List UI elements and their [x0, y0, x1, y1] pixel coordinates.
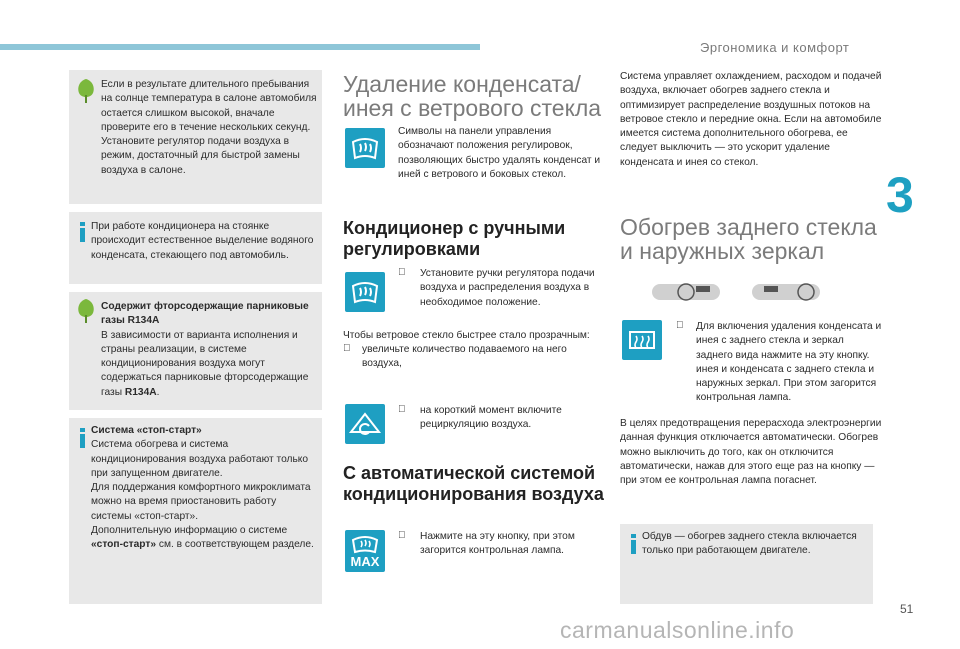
note-stop-start: [69, 418, 322, 604]
bullet-marker: [343, 343, 351, 354]
windscreen-defrost-icon: [345, 128, 385, 168]
speed-step: увеличьте количество подаваемого на него воздуха,: [362, 344, 567, 370]
bullet-marker: [398, 530, 406, 541]
note-fluorinated-gas-text: В зависимости от варианта исполнения и страны реализации, в системе кондиционирования воздуха могут содержаться парниковые фторсодержащие газы: [101, 329, 309, 398]
rear-demist-body: В целях предотвращения перерасхода электроэнергии данная функция отключается автоматически. Обогрев можно выключить до того, как он отключится автоматически, нажав для этого еще раз на кнопку — при этом ее контрольная лампа погаснет.: [620, 418, 882, 487]
note-stop-start-text2: Для поддержания комфортного микроклимата можно на время приостановить работу системы «стоп-старт».: [91, 482, 311, 522]
recirc-step: на короткий момент включите рециркуляцию воздуха.: [420, 405, 562, 431]
windscreen-defrost-icon: [345, 272, 385, 312]
watermark: carmanualsonline.info: [560, 617, 795, 643]
manual-ac-title: Кондиционер с ручными регулировками: [343, 218, 566, 259]
note-stop-start-text3: Дополнительную информацию о системе: [91, 525, 288, 537]
info-icon: [77, 222, 89, 242]
note-stop-start-title: Система «стоп-старт»: [91, 425, 202, 436]
rear-demist-title: Обогрев заднего стекла и наружных зеркал: [620, 214, 877, 264]
note-rear-demist: [620, 524, 873, 604]
note-stop-start-text1: Система обогрева и система кондиционирования воздуха работают только при запущенном двигателе.: [91, 439, 308, 479]
auto-step: Нажмите на эту кнопку, при этом загорится контрольная лампа.: [420, 531, 575, 557]
recirculation-icon: [345, 404, 385, 444]
note-sun-heat-text: Если в результате длительного пребывания на солнце температура в салоне автомобиля остается слишком высокой, вначале проверите его в течение нескольких секунд. Установите регулятор подачи воздуха в режим, достаточный для быстрой замены воздуха в салоне.: [101, 79, 317, 176]
eco-leaf-icon: [76, 298, 96, 324]
sentence-end: .: [156, 386, 160, 398]
bullet-marker: [398, 267, 406, 278]
rear-demist-step: Для включения удаления конденсата и инея с заднего стекла и зеркал заднего вида нажмите на эту кнопку. инея и конденсата с заднего стекла и наружных зеркал. При этом загорится контрольная лампа.: [696, 321, 882, 404]
note-fluorinated-gas-title: Содержит фторсодержащие парниковые газы R134A: [101, 301, 309, 327]
auto-system-description: Система управляет охлаждением, расходом и подачей воздуха, включает обогрев заднего стекла и оптимизирует распределение воздушных потоков на ветровое стекло и передние окна. Если на автомобиле имеется система дополнительного обогрева, ее следует выключить — это ускорит удаление конденсата и инея со стекол.: [620, 71, 882, 168]
control-panel-right-icon: [752, 282, 822, 302]
note-fluorinated-gas: [69, 292, 322, 410]
stop-start-link[interactable]: «стоп-старт»: [91, 539, 157, 551]
page-number: 51: [900, 602, 914, 616]
chapter-number: 3: [886, 167, 914, 223]
section-title: Эргономика и комфорт: [700, 40, 850, 55]
bullet-marker: [398, 404, 406, 415]
max-label: MAX: [350, 554, 380, 569]
info-icon: [77, 428, 89, 448]
info-icon: [628, 534, 640, 554]
note-stop-start-text4: см. в соответствующем разделе.: [158, 539, 314, 551]
note-condensate-text: При работе кондиционера на стоянке происходит естественное выделение водяного конденсата, стекающего под автомобиль.: [91, 221, 314, 261]
rear-window-defrost-icon: [622, 320, 662, 360]
note-sun-heat: [69, 70, 322, 204]
defog-title: Удаление конденсата/инея с ветрового стекла: [343, 71, 602, 121]
speed-text: Чтобы ветровое стекло быстрее стало прозрачным:: [343, 330, 590, 341]
max-defrost-icon: [345, 530, 385, 572]
auto-ac-title: С автоматической системой кондиционирования воздуха: [343, 463, 604, 504]
note-rear-demist-text: Обдув — обогрев заднего стекла включается только при работающем двигателе.: [642, 531, 857, 557]
header-accent-bar: [0, 44, 480, 50]
eco-leaf-icon: [76, 78, 96, 104]
defog-intro: Символы на панели управления обозначают положения регулировок, позволяющих быстро удалять конденсат и иней с ветрового и боковых стекол.: [398, 126, 601, 180]
manual-step: Установите ручки регулятора подачи воздуха и распределения воздуха в необходимое положение.: [420, 268, 595, 308]
control-panel-left-icon: [652, 282, 722, 302]
gas-name: R134A: [124, 386, 157, 398]
bullet-marker: [676, 320, 684, 331]
note-condensate: [69, 212, 322, 284]
